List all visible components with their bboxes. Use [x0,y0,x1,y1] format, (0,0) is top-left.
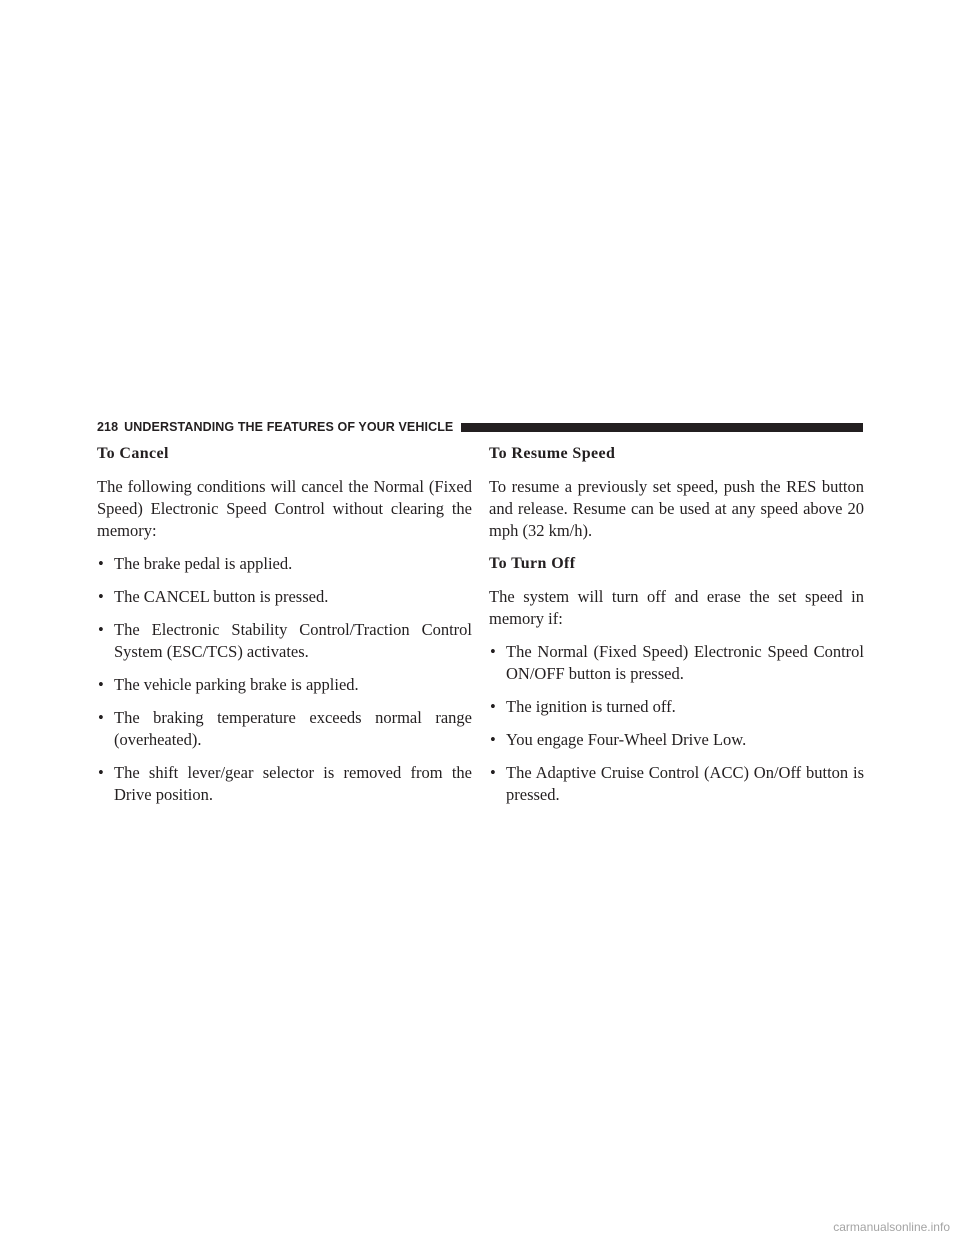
list-item [97,619,472,663]
resume-text: To resume a previously set speed, push the RES button and release. Resume can be used at any speed above 20 mph (32 km/h). [489,477,864,540]
list-item [97,707,472,751]
list-item [97,586,472,608]
bullet-icon: • [98,675,104,694]
left-column [97,443,472,817]
bullet-text: The braking temperature exceeds normal range (overheated). [114,708,472,749]
turn-off-heading: To Turn Off [489,555,576,572]
bullet-text: The Adaptive Cruise Control (ACC) On/Off button is pressed. [506,763,864,804]
turn-off-bullet-list [489,641,864,806]
list-item [97,553,472,575]
cancel-heading: To Cancel [97,445,169,462]
bullet-text: The Normal (Fixed Speed) Electronic Speed Control ON/OFF button is pressed. [506,642,864,683]
list-item [97,674,472,696]
cancel-bullet-list [97,553,472,806]
bullet-icon: • [98,620,104,639]
bullet-icon: • [490,763,496,782]
bullet-icon: • [98,708,104,727]
list-item [489,729,864,751]
page-number: 218 [97,420,119,434]
bullet-text: The shift lever/gear selector is removed from the Drive position. [114,763,472,804]
bullet-text: The ignition is turned off. [506,697,676,716]
watermark: carmanualsonline.info [833,1220,950,1234]
list-item [489,696,864,718]
bullet-icon: • [490,730,496,749]
page-header [97,418,863,436]
header-rule [461,423,863,432]
bullet-text: The brake pedal is applied. [114,554,293,573]
bullet-text: The Electronic Stability Control/Traction Control System (ESC/TCS) activates. [114,620,472,661]
cancel-intro: The following conditions will cancel the Normal (Fixed Speed) Electronic Speed Control without clearing the memory: [97,477,472,540]
bullet-text: The CANCEL button is pressed. [114,587,329,606]
resume-heading: To Resume Speed [489,445,616,462]
bullet-icon: • [98,763,104,782]
bullet-text: The vehicle parking brake is applied. [114,675,359,694]
bullet-icon: • [490,642,496,661]
section-title: UNDERSTANDING THE FEATURES OF YOUR VEHICLE [124,420,454,434]
list-item [489,641,864,685]
list-item [97,762,472,806]
list-item [489,762,864,806]
bullet-text: You engage Four-Wheel Drive Low. [506,730,747,749]
bullet-icon: • [98,554,104,573]
turn-off-intro: The system will turn off and erase the set speed in memory if: [489,587,864,628]
bullet-icon: • [490,697,496,716]
bullet-icon: • [98,587,104,606]
right-column [489,443,864,817]
